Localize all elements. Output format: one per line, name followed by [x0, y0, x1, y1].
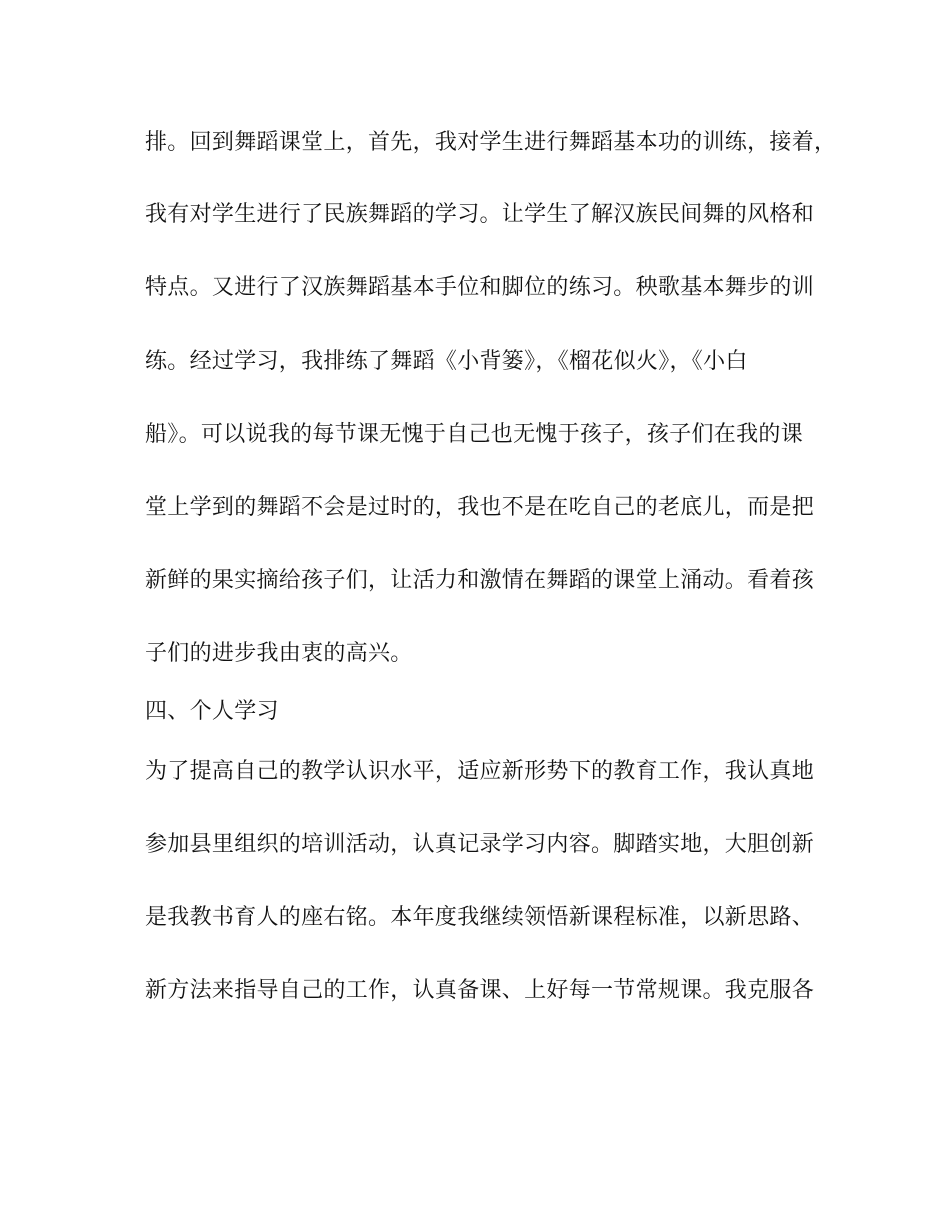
section-heading: 四、个人学习 [145, 699, 279, 724]
paragraph-line: 练。经过学习，我排练了舞蹈《小背篓》，《榴花似火》，《小白 [145, 349, 748, 374]
paragraph-line: 我有对学生进行了民族舞蹈的学习。让学生了解汉族民间舞的风格和 [145, 202, 815, 227]
paragraph-line: 堂上学到的舞蹈不会是过时的，我也不是在吃自己的老底儿，而是把 [145, 495, 815, 520]
paragraph-line: 新方法来指导自己的工作，认真备课、上好每一节常规课。我克服各 [145, 978, 815, 1003]
paragraph-line: 是我教书育人的座右铭。本年度我继续领悟新课程标准，以新思路、 [145, 905, 815, 930]
paragraph-line: 参加县里组织的培训活动，认真记录学习内容。脚踏实地，大胆创新 [145, 832, 815, 857]
paragraph-line: 子们的进步我由衷的高兴。 [145, 641, 413, 666]
paragraph-line: 为了提高自己的教学认识水平，适应新形势下的教育工作，我认真地 [145, 759, 815, 784]
paragraph-line: 新鲜的果实摘给孩子们，让活力和激情在舞蹈的课堂上涌动。看着孩 [145, 568, 815, 593]
paragraph-line: 特点。又进行了汉族舞蹈基本手位和脚位的练习。秧歌基本舞步的训 [145, 275, 815, 300]
paragraph-line: 船》。可以说我的每节课无愧于自己也无愧于孩子，孩子们在我的课 [145, 422, 804, 447]
paragraph-line: 排。回到舞蹈课堂上，首先，我对学生进行舞蹈基本功的训练，接着， [145, 130, 837, 155]
